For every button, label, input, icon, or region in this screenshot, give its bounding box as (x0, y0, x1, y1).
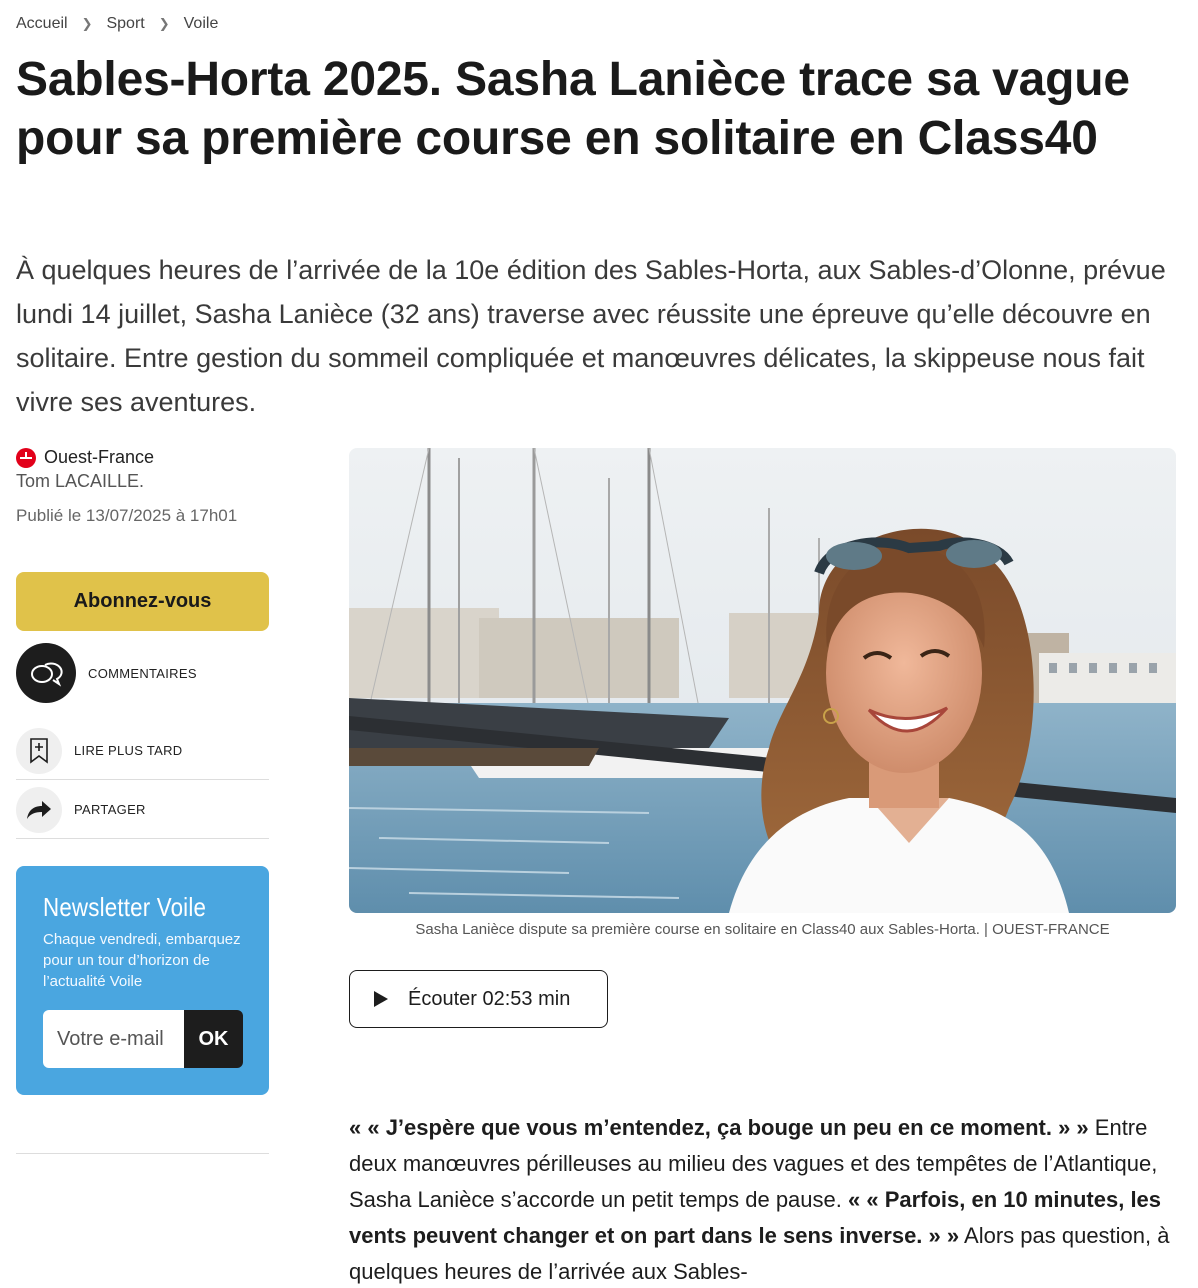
breadcrumb-accueil[interactable]: Accueil (16, 15, 68, 32)
share-label: PARTAGER (74, 802, 146, 817)
body-text-2: Alors pas question, à quelques heures de l’arrivée aux Sables- (349, 1223, 1170, 1284)
comments-label: COMMENTAIRES (88, 665, 197, 681)
ouest-france-logo-icon (16, 448, 36, 468)
photo-caption: Sasha Lanièce dispute sa première course en solitaire en Class40 aux Sables-Horta. | OUEST-FRANCE (415, 921, 1110, 938)
listen-label: Écouter 02:53 min (408, 987, 571, 1010)
newsletter-title: Newsletter Voile (43, 892, 207, 922)
listen-audio-button[interactable] (349, 970, 608, 1028)
source-name: Ouest-France (44, 447, 155, 467)
share-button[interactable] (16, 781, 269, 839)
chevron-right-icon: ❯ (81, 16, 93, 31)
comments-button[interactable] (16, 643, 197, 703)
breadcrumb-voile[interactable]: Voile (183, 15, 219, 32)
newsletter-form (43, 1010, 243, 1068)
sidebar-divider (16, 1153, 269, 1154)
newsletter-email-input[interactable] (43, 1010, 184, 1068)
article-body-paragraph (349, 1110, 1179, 1288)
article-published-date: Publié le 13/07/2025 à 17h01 (16, 506, 238, 525)
body-quote-2: « « Parfois, en 10 minutes, les vents peuvent changer et on part dans le sens inverse. » » (349, 1187, 1162, 1248)
article-title: Sables-Horta 2025. Sasha Lanièce trace sa vague pour sa première course en solitaire en Class40 (16, 53, 1130, 165)
share-arrow-icon (16, 787, 62, 833)
read-later-button[interactable] (16, 722, 269, 780)
breadcrumb-sport[interactable]: Sport (106, 15, 145, 32)
comments-icon (16, 643, 76, 703)
chevron-right-icon: ❯ (158, 16, 170, 31)
bookmark-add-icon (16, 728, 62, 774)
article-source (16, 447, 276, 468)
body-quote-1: « « J’espère que vous m’entendez, ça bouge un peu en ce moment. » » (349, 1115, 1089, 1140)
article-lead: À quelques heures de l’arrivée de la 10e édition des Sables-Horta, aux Sables-d’Olonne, prévue lundi 14 juillet, Sasha Lanièce (32 ans) traverse avec réussite une épreuve qu’elle découvre en solitaire. Entre gestion du sommeil compliquée et manœuvres délicates, la skippeuse nous fait vivre ses aventures. (16, 255, 1166, 417)
newsletter-description: Chaque vendredi, embarquez pour un tour d’horizon de l’actualité Voile (43, 931, 241, 990)
body-text-1: Entre deux manœuvres périlleuses au milieu des vagues et des tempêtes de l’Atlantique, Sasha Lanièce s’accorde un petit temps de pause. (349, 1115, 1158, 1212)
article-author: Tom LACAILLE. (16, 471, 145, 491)
breadcrumb (16, 15, 218, 33)
read-later-label: LIRE PLUS TARD (74, 743, 183, 758)
subscribe-button[interactable]: Abonnez-vous (16, 572, 269, 631)
article-photo (349, 448, 1176, 913)
newsletter-submit-button[interactable]: OK (184, 1010, 243, 1068)
newsletter-box (16, 866, 269, 1095)
play-icon (374, 991, 388, 1007)
article-meta (16, 447, 276, 526)
